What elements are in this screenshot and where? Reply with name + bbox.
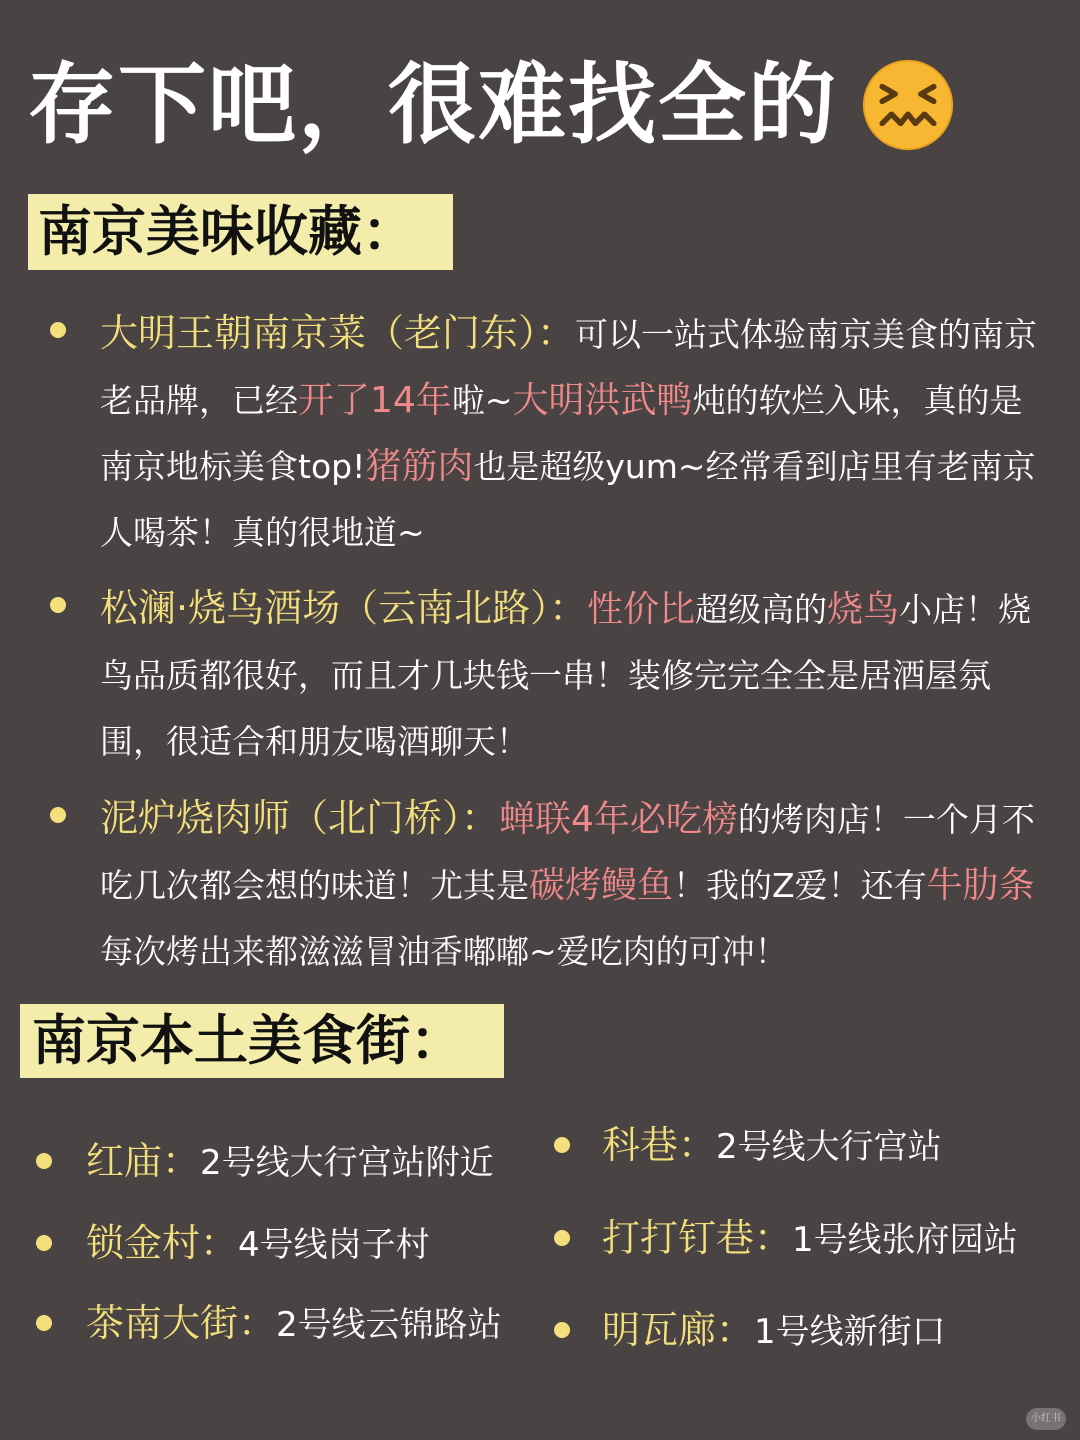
entry-highlight: 大明洪武鸭	[512, 380, 693, 421]
entry-text: 小店！烧鸟品质都很好，而且才几块钱一串！装修完完全全是居酒屋氛围，很适合和朋友喝酒聊天！	[100, 590, 1032, 761]
entry-highlight: 开了14年	[298, 380, 452, 421]
watermark-logo: 小红书	[1026, 1408, 1066, 1430]
entry-highlight: 性价比	[587, 589, 696, 630]
restaurant-entry	[100, 785, 1050, 985]
restaurant-name: 泥炉烧肉师（北门桥）：	[100, 796, 500, 840]
bullet-dot	[36, 1315, 52, 1331]
restaurant-entry	[100, 300, 1050, 566]
entry-text: 炖的软烂入味，真的是南京地标美食top!	[100, 381, 1023, 486]
entry-highlight: 蝉联4年必吃榜	[499, 799, 738, 840]
bullet-dot	[554, 1137, 570, 1153]
section-heading-food-collection: 南京美味收藏：	[28, 194, 453, 270]
street-name: 明瓦廊：	[602, 1308, 755, 1352]
street-detail: 1号线新街口	[754, 1312, 946, 1352]
bullet-dot	[554, 1230, 570, 1246]
food-street-item	[602, 1308, 946, 1352]
entry-text: 超级高的	[695, 590, 828, 629]
food-street-item	[602, 1123, 942, 1167]
food-street-item	[86, 1221, 430, 1265]
street-name: 锁金村：	[86, 1221, 239, 1265]
section-heading-food-streets: 南京本土美食街：	[20, 1004, 504, 1078]
entry-highlight: 牛肋条	[926, 865, 1035, 906]
title-row	[28, 50, 954, 160]
street-name: 打打钉巷：	[602, 1216, 793, 1260]
restaurant-name: 大明王朝南京菜（老门东）：	[100, 311, 576, 355]
street-name: 红庙：	[86, 1139, 201, 1183]
bullet-dot	[50, 597, 66, 613]
street-name: 科巷：	[602, 1123, 717, 1167]
bullet-dot	[50, 807, 66, 823]
entry-highlight: 猪筋肉	[365, 446, 474, 487]
bullet-dot	[50, 322, 66, 338]
restaurant-name: 松澜·烧鸟酒场（云南北路）：	[100, 586, 588, 630]
food-street-item	[602, 1216, 1018, 1260]
entry-text: 也是超级yum~经常看到店里有老南京人喝茶！真的很地道~	[100, 447, 1036, 552]
bullet-dot	[36, 1235, 52, 1251]
entry-text: 每次烤出来都滋滋冒油香嘟嘟~爱吃肉的可冲！	[100, 932, 788, 971]
bullet-dot	[554, 1322, 570, 1338]
street-detail: 2号线大行宫站	[716, 1127, 942, 1167]
entry-text: ！我的Z爱！还有	[673, 866, 927, 905]
food-street-item	[86, 1301, 502, 1345]
confounded-face-icon	[862, 59, 954, 151]
entry-text: 的烤肉店！一个月不吃几次都会想的味道！尤其是	[100, 800, 1035, 905]
restaurant-entry	[100, 575, 1050, 775]
street-detail: 2号线云锦路站	[276, 1305, 502, 1345]
entry-text: 啦~	[451, 381, 513, 420]
street-detail: 2号线大行宫站附近	[200, 1143, 494, 1183]
street-detail: 4号线岗子村	[238, 1225, 430, 1265]
bullet-dot	[36, 1153, 52, 1169]
entry-text: 可以一站式体验南京美食的南京老品牌，已经	[100, 315, 1038, 420]
food-street-item	[86, 1139, 494, 1183]
entry-highlight: 碳烤鳗鱼	[529, 865, 674, 906]
street-name: 茶南大街：	[86, 1301, 277, 1345]
street-detail: 1号线张府园站	[792, 1220, 1018, 1260]
entry-highlight: 烧鸟	[827, 589, 900, 630]
page-title: 存下吧，很难找全的	[28, 53, 839, 156]
